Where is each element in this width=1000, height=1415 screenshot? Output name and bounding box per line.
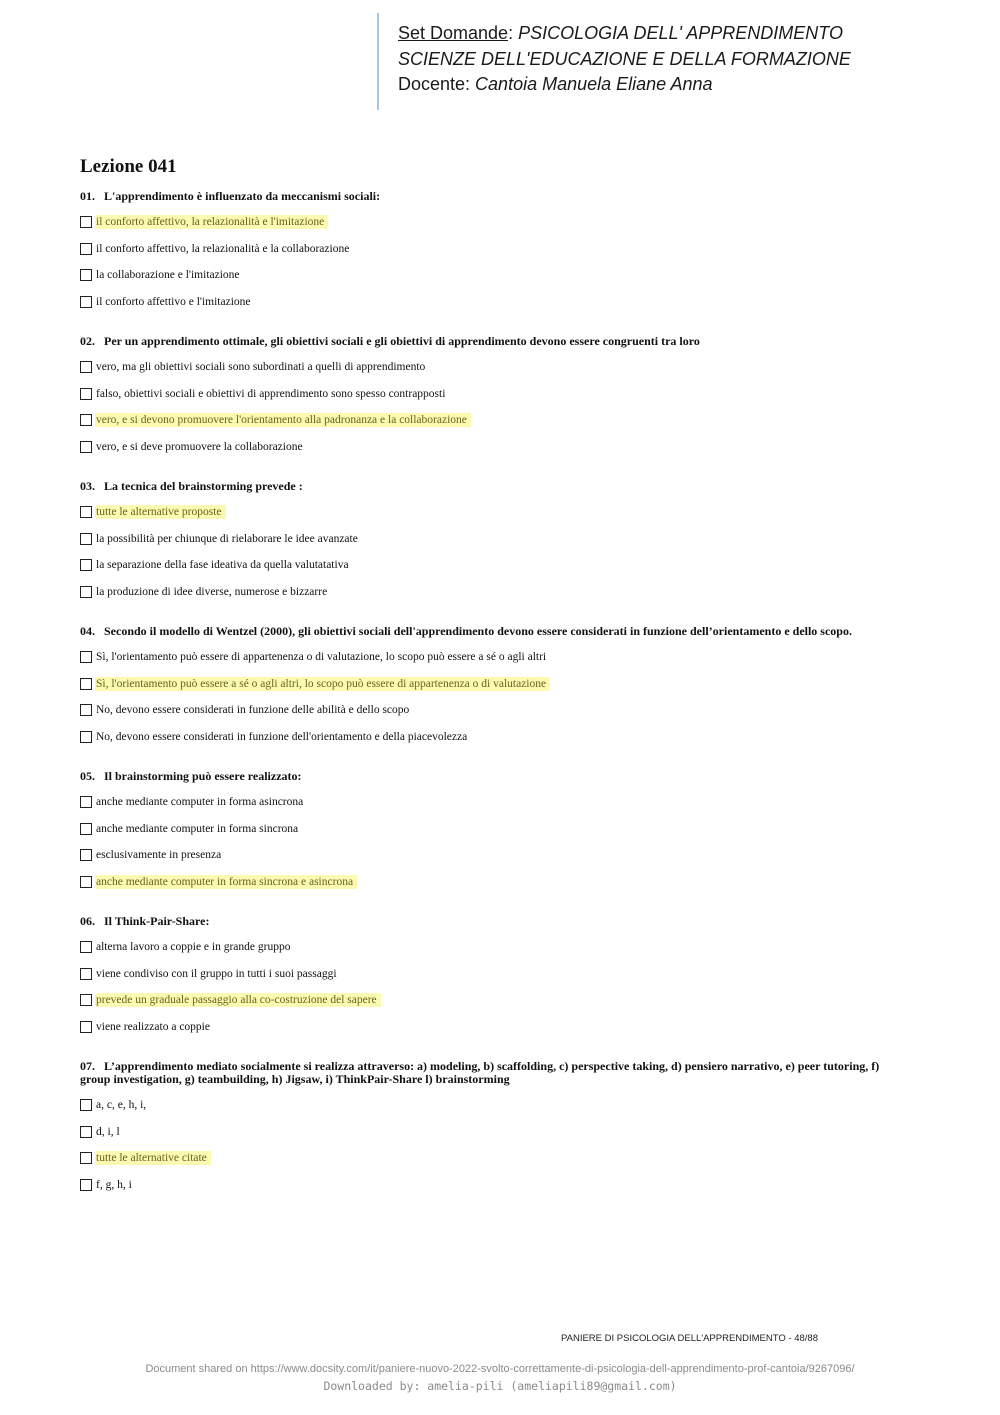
question-number: 05. <box>80 769 95 783</box>
answer-option[interactable] <box>80 939 294 955</box>
answer-text: viene realizzato a coppie <box>96 1020 210 1033</box>
answer-checkbox[interactable] <box>80 1126 92 1138</box>
highlighted-answer-text: vero, e si devono promuovere l'orientamento alla padronanza e la collaborazione <box>95 413 471 427</box>
question-text: L’apprendimento mediato socialmente si realizza attraverso: a) modeling, b) scaffolding, c) perspective taking, d) pensiero narrativo, e) peer tutoring, f) group investigation, g) teambuilding, h) Jigsaw, i) ThinkPair-Share l) brainstorming <box>80 1059 880 1086</box>
highlighted-answer-text: il conforto affettivo, la relazionalità e l'imitazione <box>95 215 328 229</box>
answer-checkbox[interactable] <box>80 533 92 545</box>
answer-option[interactable] <box>80 412 471 428</box>
question-number: 01. <box>80 189 95 203</box>
answer-option[interactable] <box>80 847 225 863</box>
question-6 <box>80 915 910 928</box>
answer-text: alterna lavoro a coppie e in grande gruppo <box>96 941 291 953</box>
answer-option[interactable] <box>80 584 331 600</box>
highlighted-answer-text: tutte le alternative proposte <box>95 505 226 519</box>
question-4 <box>80 625 910 638</box>
answer-option[interactable] <box>80 702 413 718</box>
document-header <box>377 13 937 110</box>
answer-option[interactable] <box>80 359 429 375</box>
answer-text: la possibilità per chiunque di rielaborare le idee avanzate <box>96 532 358 545</box>
answer-option[interactable] <box>80 992 381 1008</box>
answer-checkbox[interactable] <box>80 414 92 426</box>
answer-text: No, devono essere considerati in funzione delle abilità e dello scopo <box>96 704 410 716</box>
answer-option[interactable] <box>80 1124 124 1140</box>
answer-text: d, i, l <box>96 1125 120 1138</box>
answer-checkbox[interactable] <box>80 968 92 980</box>
answer-checkbox[interactable] <box>80 361 92 373</box>
page-footer: PANIERE DI PSICOLOGIA DELL'APPRENDIMENTO - 48/88 <box>561 1333 818 1344</box>
answer-option[interactable] <box>80 1019 214 1035</box>
answer-checkbox[interactable] <box>80 704 92 716</box>
answer-text: vero, e si deve promuovere la collaborazione <box>96 440 303 453</box>
answer-option[interactable] <box>80 649 550 665</box>
answer-option[interactable] <box>80 1097 150 1113</box>
shared-notice: Document shared on https://www.docsity.com/it/paniere-nuovo-2022-svolto-correttamente-di-psicologia-dell-apprendimento-prof-cantoia/9267096/ <box>145 1363 855 1375</box>
answer-checkbox[interactable] <box>80 1179 92 1191</box>
answer-checkbox[interactable] <box>80 586 92 598</box>
question-number: 04. <box>80 624 95 638</box>
set-separator: : <box>508 23 519 43</box>
question-1 <box>80 190 910 203</box>
question-number: 02. <box>80 334 95 348</box>
question-number: 06. <box>80 914 95 928</box>
answer-text: f, g, h, i <box>96 1178 132 1191</box>
answer-checkbox[interactable] <box>80 559 92 571</box>
answer-option[interactable] <box>80 966 341 982</box>
answer-text: il conforto affettivo, la relazionalità e la collaborazione <box>96 242 350 255</box>
answer-checkbox[interactable] <box>80 994 92 1006</box>
set-line <box>398 21 937 47</box>
answer-text: esclusivamente in presenza <box>96 849 222 861</box>
question-2 <box>80 335 910 348</box>
answer-checkbox[interactable] <box>80 678 92 690</box>
answer-checkbox[interactable] <box>80 823 92 835</box>
answer-option[interactable] <box>80 439 307 455</box>
docente-line <box>398 72 937 98</box>
answer-checkbox[interactable] <box>80 243 92 255</box>
question-text: Secondo il modello di Wentzel (2000), gli obiettivi sociali dell'apprendimento devono essere considerati in funzione dell’orientamento e dello scopo. <box>104 624 852 638</box>
answer-option[interactable] <box>80 794 307 810</box>
highlighted-answer-text: Sì, l'orientamento può essere a sé o agli altri, lo scopo può essere di appartenenza o di valutazione <box>95 677 550 691</box>
question-5 <box>80 770 910 783</box>
highlighted-answer-text: tutte le alternative citate <box>95 1151 211 1165</box>
answer-option[interactable] <box>80 504 226 520</box>
answer-option[interactable] <box>80 557 353 573</box>
answer-text: a, c, e, h, i, <box>96 1099 147 1111</box>
question-text: La tecnica del brainstorming prevede : <box>104 479 303 493</box>
question-number: 07. <box>80 1059 95 1073</box>
answer-option[interactable] <box>80 214 328 230</box>
answer-checkbox[interactable] <box>80 441 92 453</box>
answer-checkbox[interactable] <box>80 876 92 888</box>
answer-text: il conforto affettivo e l'imitazione <box>96 295 251 308</box>
course-name: SCIENZE DELL'EDUCAZIONE E DELLA FORMAZIONE <box>398 48 851 69</box>
question-7 <box>80 1060 910 1086</box>
highlighted-answer-text: anche mediante computer in forma sincrona e asincrona <box>95 875 357 889</box>
answer-option[interactable] <box>80 386 449 402</box>
question-text: Il Think-Pair-Share: <box>104 914 210 928</box>
answer-text: anche mediante computer in forma sincrona <box>96 822 299 835</box>
answer-option[interactable] <box>80 294 255 310</box>
answer-text: No, devono essere considerati in funzione dell'orientamento e della piacevolezza <box>96 730 468 743</box>
answer-checkbox[interactable] <box>80 1099 92 1111</box>
answer-text: viene condiviso con il gruppo in tutti i suoi passaggi <box>96 967 337 980</box>
answer-checkbox[interactable] <box>80 941 92 953</box>
question-number: 03. <box>80 479 95 493</box>
highlighted-answer-text: prevede un graduale passaggio alla co-costruzione del sapere <box>95 993 381 1007</box>
answer-option[interactable] <box>80 821 302 837</box>
lesson-title: Lezione 041 <box>80 156 177 177</box>
answer-option[interactable] <box>80 1150 211 1166</box>
answer-checkbox[interactable] <box>80 296 92 308</box>
set-title: PSICOLOGIA DELL' APPRENDIMENTO <box>518 23 843 43</box>
answer-option[interactable] <box>80 874 357 890</box>
answer-option[interactable] <box>80 531 362 547</box>
question-3 <box>80 480 910 493</box>
answer-option[interactable] <box>80 267 244 283</box>
answer-checkbox[interactable] <box>80 1152 92 1164</box>
answer-text: anche mediante computer in forma asincrona <box>96 796 304 808</box>
answer-checkbox[interactable] <box>80 849 92 861</box>
answer-text: falso, obiettivi sociali e obiettivi di apprendimento sono spesso contrapposti <box>96 387 446 400</box>
answer-option[interactable] <box>80 676 550 692</box>
answer-checkbox[interactable] <box>80 1021 92 1033</box>
answer-checkbox[interactable] <box>80 731 92 743</box>
answer-text: la collaborazione e l'imitazione <box>96 269 240 281</box>
answer-option[interactable] <box>80 1177 136 1193</box>
answer-checkbox[interactable] <box>80 216 92 228</box>
question-text: Il brainstorming può essere realizzato: <box>104 769 302 783</box>
answer-checkbox[interactable] <box>80 269 92 281</box>
answer-checkbox[interactable] <box>80 796 92 808</box>
answer-checkbox[interactable] <box>80 651 92 663</box>
set-label: Set Domande <box>398 23 509 43</box>
download-notice: Downloaded by: amelia-pili (ameliapili89@gmail.com) <box>323 1379 677 1393</box>
question-text: Per un apprendimento ottimale, gli obiettivi sociali e gli obiettivi di apprendimento devono essere congruenti tra loro <box>104 334 700 348</box>
answer-text: vero, ma gli obiettivi sociali sono subordinati a quelli di apprendimento <box>96 361 426 373</box>
answer-checkbox[interactable] <box>80 388 92 400</box>
answer-text: la separazione della fase ideativa da quella valutatativa <box>96 559 349 571</box>
answer-text: la produzione di idee diverse, numerose e bizzarre <box>96 585 328 598</box>
answer-option[interactable] <box>80 241 353 257</box>
docente-label: Docente: <box>398 74 476 94</box>
answer-checkbox[interactable] <box>80 506 92 518</box>
question-text: L'apprendimento è influenzato da meccanismi sociali: <box>104 189 381 203</box>
docente-name: Cantoia Manuela Eliane Anna <box>475 74 713 94</box>
answer-option[interactable] <box>80 729 471 745</box>
answer-text: Sì, l'orientamento può essere di appartenenza o di valutazione, lo scopo può essere a sé o agli altri <box>96 651 547 663</box>
